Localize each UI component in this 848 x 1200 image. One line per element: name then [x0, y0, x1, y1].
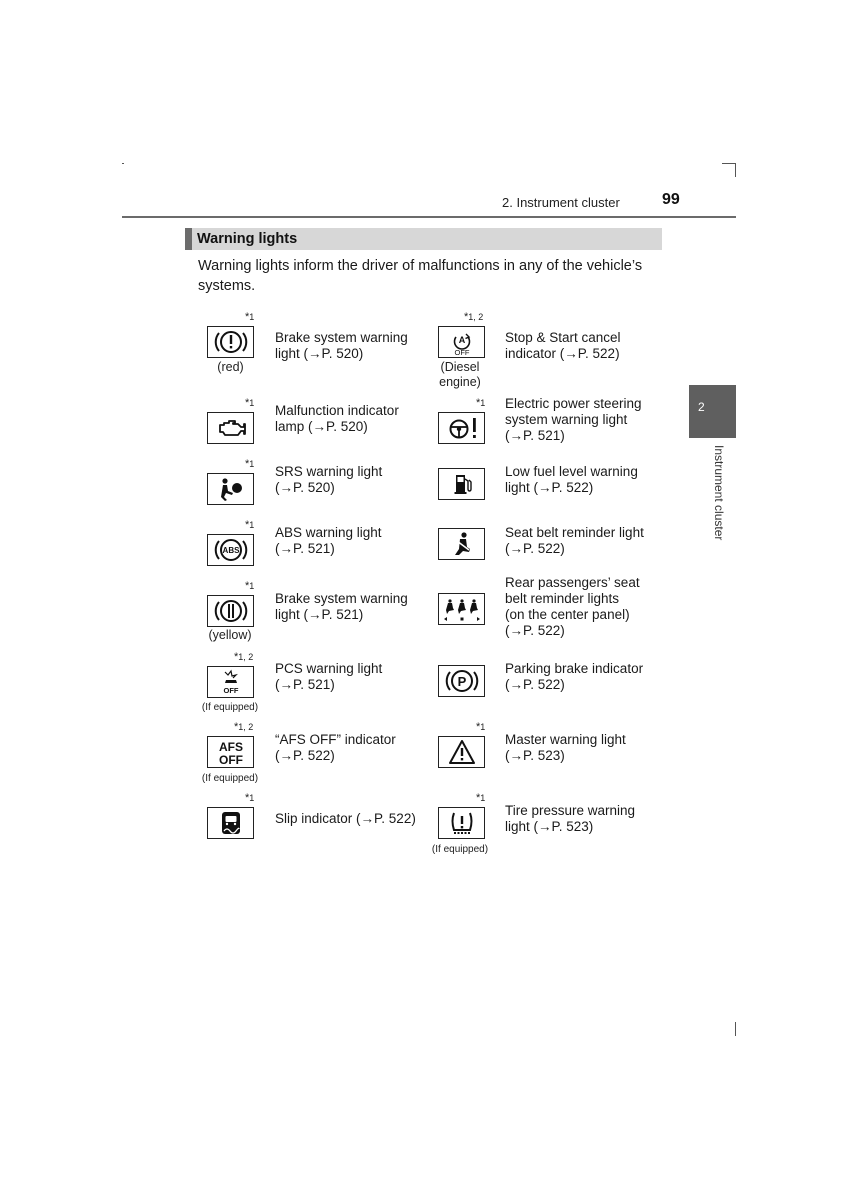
entry-description: Electric power steering system warning light (→P. 521)	[505, 396, 642, 443]
section-title: Warning lights	[197, 231, 298, 247]
entry-description: Rear passengers’ seat belt reminder lights (on the center panel) (→P. 522)	[505, 575, 640, 638]
brake-system-warning-icon	[207, 595, 254, 627]
entry-note: (yellow)	[208, 628, 252, 642]
svg-text:A: A	[458, 335, 465, 345]
parking-brake-icon	[438, 665, 485, 697]
entry-marker: *1	[245, 458, 255, 470]
entry-note: (If equipped)	[201, 702, 259, 713]
brake-system-warning-icon	[207, 326, 254, 358]
entry-description: Master warning light (→P. 523)	[505, 732, 626, 763]
entry-marker: *1	[245, 792, 255, 804]
low-fuel-icon	[438, 468, 485, 500]
svg-text:AFS: AFS	[218, 740, 243, 754]
header-rule	[122, 216, 736, 218]
srs-airbag-icon	[207, 473, 254, 505]
entry-description: “AFS OFF” indicator (→P. 522)	[275, 732, 396, 763]
entry-description: Brake system warning light (→P. 520)	[275, 330, 408, 361]
entry-marker: *1	[245, 519, 255, 531]
entry-marker: *1	[245, 311, 255, 323]
svg-text:OFF: OFF	[454, 348, 469, 356]
entry-note: (If equipped)	[431, 844, 489, 855]
entry-description: SRS warning light (→P. 520)	[275, 464, 383, 495]
entry-description: ABS warning light (→P. 521)	[275, 525, 382, 556]
entry-marker: *1	[476, 792, 486, 804]
svg-text:OFF: OFF	[223, 686, 238, 695]
entry-marker: *1	[245, 580, 255, 592]
afs-off-icon	[207, 736, 254, 768]
crop-mark-top-right-v	[735, 163, 736, 177]
entry-description: Stop & Start cancel indicator (→P. 522)	[505, 330, 621, 361]
crop-mark-top-right-h	[722, 163, 736, 164]
svg-text:P: P	[457, 674, 466, 689]
entry-marker: *1	[245, 397, 255, 409]
entry-marker: *1, 2	[464, 311, 484, 323]
crop-mark-bottom-right	[735, 1022, 736, 1036]
power-steering-warning-icon	[438, 412, 485, 444]
stop-start-cancel-icon	[438, 326, 485, 358]
entry-description: Low fuel level warning light (→P. 522)	[505, 464, 638, 495]
entry-description: Parking brake indicator (→P. 522)	[505, 661, 644, 692]
entry-note: (Diesel engine)	[439, 360, 481, 389]
rear-seat-belt-reminder-icon	[438, 593, 485, 625]
entry-marker: *1, 2	[234, 721, 254, 733]
entry-marker: *1, 2	[234, 651, 254, 663]
crop-mark-top-left	[122, 163, 124, 164]
slip-indicator-icon	[207, 807, 254, 839]
running-header: 2. Instrument cluster	[502, 195, 620, 210]
pcs-warning-icon	[207, 666, 254, 698]
chapter-tab	[689, 385, 736, 438]
intro-paragraph: Warning lights inform the driver of malfunctions in any of the vehicle’s systems.	[198, 258, 643, 294]
entry-marker: *1	[476, 721, 486, 733]
master-warning-icon	[438, 736, 485, 768]
entry-description: Seat belt reminder light (→P. 522)	[505, 525, 644, 556]
malfunction-engine-icon	[207, 412, 254, 444]
entry-description: PCS warning light (→P. 521)	[275, 661, 383, 692]
entry-description: Tire pressure warning light (→P. 523)	[505, 803, 636, 834]
chapter-tab-number: 2	[698, 400, 705, 414]
abs-warning-icon	[207, 534, 254, 566]
entry-description: Brake system warning light (→P. 521)	[275, 591, 408, 622]
entry-description: Slip indicator (→P. 522)	[275, 811, 416, 826]
svg-text:ABS: ABS	[222, 546, 239, 555]
entry-description: Malfunction indicator lamp (→P. 520)	[275, 403, 399, 434]
page-number: 99	[662, 191, 680, 208]
entry-marker: *1	[476, 397, 486, 409]
svg-text:OFF: OFF	[218, 753, 243, 766]
seat-belt-reminder-icon	[438, 528, 485, 560]
tire-pressure-warning-icon	[438, 807, 485, 839]
entry-note: (If equipped)	[201, 773, 259, 784]
entry-note: (red)	[217, 360, 244, 374]
chapter-tab-label: Instrument cluster	[712, 445, 726, 541]
